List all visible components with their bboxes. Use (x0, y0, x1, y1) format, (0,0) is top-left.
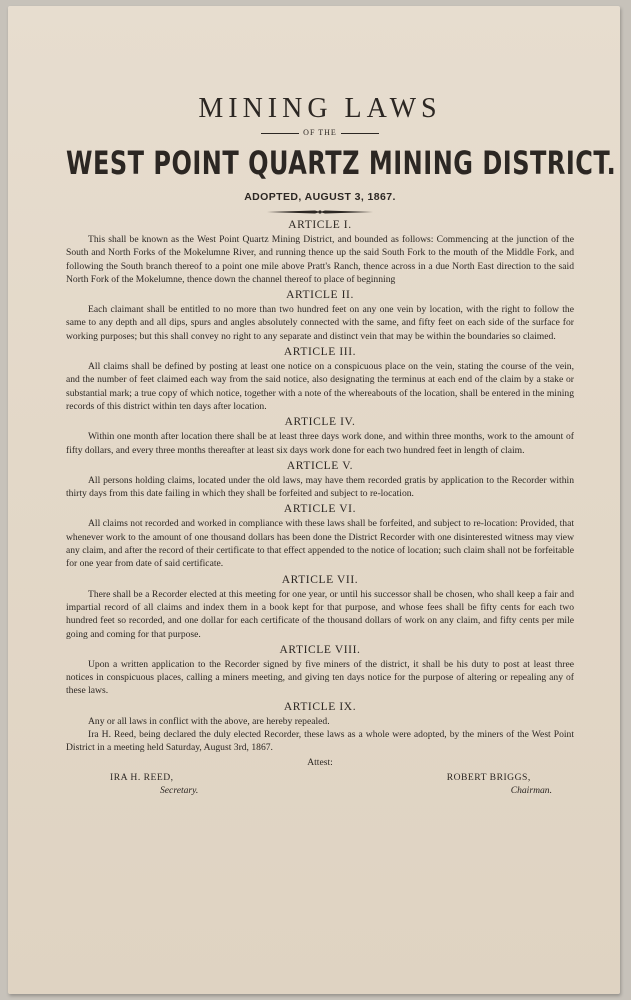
article-text: This shall be known as the West Point Quartz Mining District, and bounded as follows: Commencing at the junction of the South and North Forks of the Mokelumne River, and running thence up the said South Fork to the mouth of the Middle Fork, and following the South branch thereof to a point one mile above Pratt's Ranch, thence across in a due North East direction to the said North Fork of the Mokelumne, thence down the channel thereof to place of beginning (66, 234, 574, 285)
district-name: WEST POINT QUARTZ MINING DISTRICT. (66, 144, 617, 183)
of-the-text: OF THE (303, 128, 337, 137)
article-heading: ARTICLE VII. (281, 573, 359, 586)
article-6 (66, 502, 574, 570)
article-heading: ARTICLE III. (283, 346, 357, 359)
article-3 (66, 345, 574, 413)
of-the-line (66, 127, 574, 139)
article-9 (66, 700, 574, 728)
article-text: Any or all laws in conflict with the above, are hereby repealed. (88, 715, 330, 727)
right-rule (341, 133, 379, 134)
article-heading: ARTICLE VI. (283, 503, 357, 516)
document-sheet (8, 6, 620, 994)
article-text: All claims shall be defined by posting at least one notice on a conspicuous place on the vein, stating the course of the vein, and the number of feet claimed each way from the said notice, also designating the terminus at each end of the claim by a stake or substantial mark; a true copy of which notice, together with a note of the whereabouts of the location, shall be entered in the mining records of this district within ten days after location. (66, 361, 574, 412)
article-heading: ARTICLE IV. (284, 416, 356, 429)
article-8 (66, 643, 574, 698)
signature-title: Secretary. (160, 784, 199, 796)
ornament-divider-icon (265, 208, 375, 216)
left-rule (261, 133, 299, 134)
signature-name: ROBERT BRIGGS, (446, 771, 531, 783)
article-4 (66, 415, 574, 457)
signature-name: IRA H. REED, (110, 771, 174, 783)
signature-chairman (447, 771, 552, 797)
article-text: There shall be a Recorder elected at this meeting for one year, or until his successor shall be chosen, who shall keep a fair and impartial record of all claims and index them in a book kept for that purpose, and whose fees shall be fifty cents for each two hundred feet so recorded, and one dollar for each certificate of the thousand dollars of work on any claim, and fifty cents per mile going and coming for that purpose. (66, 588, 574, 640)
article-heading: ARTICLE VIII. (279, 643, 361, 656)
signature-block (66, 771, 574, 797)
signature-secretary (110, 771, 198, 797)
signature-title: Chairman. (510, 784, 552, 796)
article-5 (66, 459, 574, 501)
article-heading: ARTICLE I. (288, 219, 352, 231)
article-text: Upon a written application to the Recorder signed by five miners of the district, it shall be his duty to post at least three notices in conspicuous places, calling a miners meeting, and giving ten days notice for the purpose of altering or repealing any of these laws. (66, 658, 574, 697)
document-title: MINING LAWS (198, 93, 442, 124)
article-heading: ARTICLE II. (286, 289, 354, 302)
article-2 (66, 288, 574, 343)
article-text: All claims not recorded and worked in compliance with these laws shall be forfeited, and subject to re-location: Provided, that whenever work to the amount of one thousand dollars has been done the District Recorder with one disinterested witness may view any claim, and after the record of their certificate to that effect appended to the notice of location; such claim shall not be forfeitable for one year from date of said certificate. (66, 518, 574, 570)
article-7 (66, 573, 574, 641)
article-heading: ARTICLE V. (286, 459, 354, 472)
article-heading: ARTICLE IX. (283, 700, 357, 713)
article-text: Each claimant shall be entitled to no more than two hundred feet on any one vein by location, with the right to follow the same to any depth and all dips, spurs and angles absolutely connected with the same, and fifty feet on each side of the surface for working purposes; but this shall convey no right to any separate and distinct vein that may be within the boundaries so claimed. (66, 304, 574, 342)
document-content (66, 93, 617, 797)
article-text: Within one month after location there shall be at least three days work done, and within three months, work to the amount of fifty dollars, and every three months thereafter at least six days work done for each two hundred feet in length of claim. (66, 431, 574, 456)
attest-label: Attest: (307, 756, 333, 768)
closing-text: Ira H. Reed, being declared the duly elected Recorder, these laws as a whole were adopted, by the miners of the West Point District in a meeting held Saturday, August 3rd, 1867. (66, 729, 574, 754)
article-text: All persons holding claims, located under the old laws, may have them recorded gratis by application to the Recorder within thirty days from this date failing in which they shall be forfeited and subject to re-location. (66, 474, 574, 500)
adopted-date: ADOPTED, AUGUST 3, 1867. (244, 191, 396, 203)
article-1 (66, 218, 574, 286)
